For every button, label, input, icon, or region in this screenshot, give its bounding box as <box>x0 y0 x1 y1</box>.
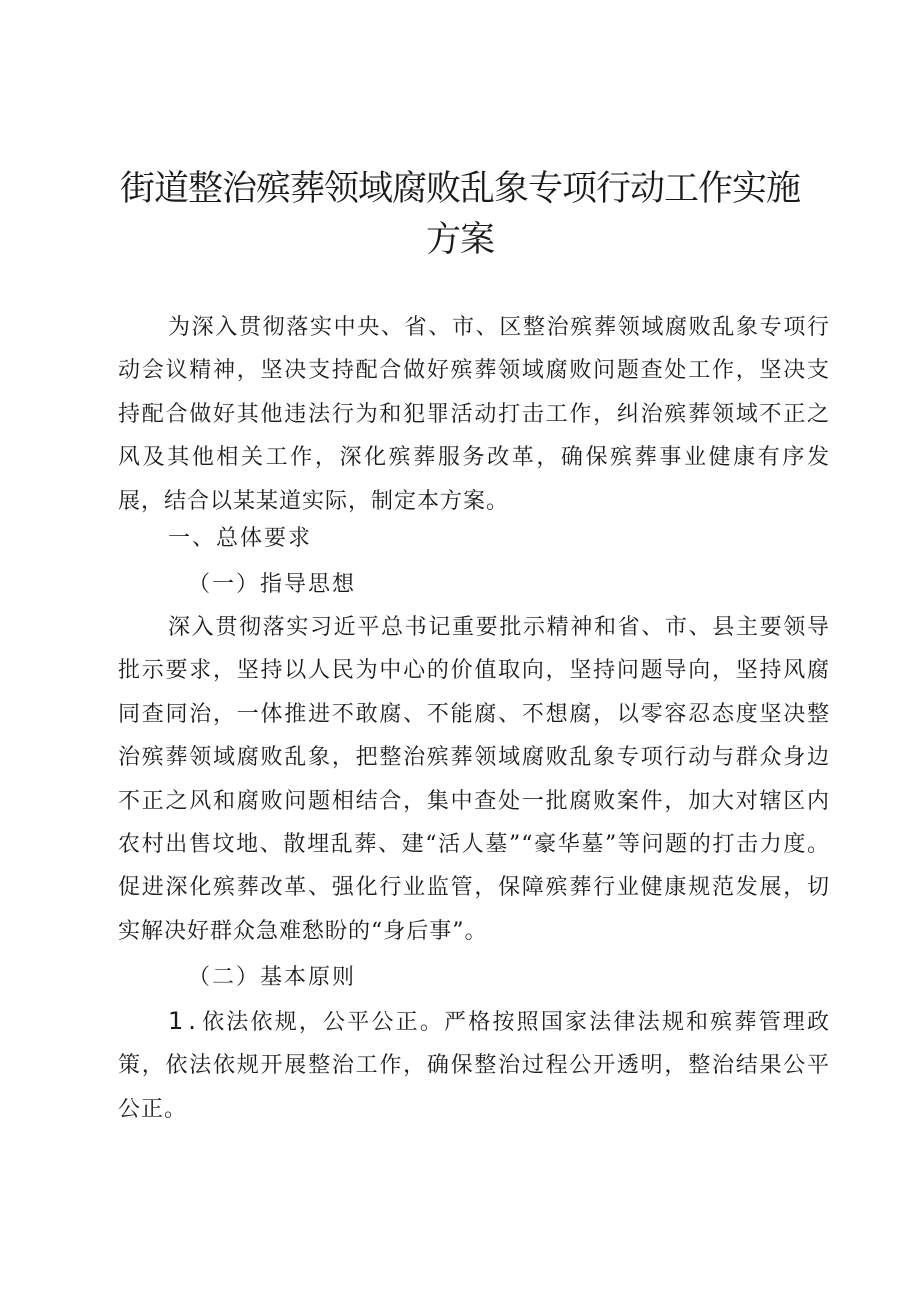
document-title-line2: 方案 <box>425 220 494 260</box>
principle-item-1 <box>118 1000 830 1131</box>
subsection-heading-basic-principles: （二）基本原则 <box>188 965 357 990</box>
guiding-ideology-paragraph: 深入贯彻落实习近平总书记重要批示精神和省、市、县主要领导批示要求，坚持以人民为中心的价值取向，坚持问题导向，坚持风腐同查同治，一体推进不敢腐、不能腐、不想腐，以零容忍态度坚决整治殡葬领域腐败乱象，把整治殡葬领域腐败乱象专项行动与群众身边不正之风和腐败问题相结合，集中查处一批腐败案件，加大对辖区内农村出售坟地、散埋乱葬、建“活人墓”“豪华墓”等问题的打击力度。促进深化殡葬改革、强化行业监管，保障殡葬行业健康规范发展，切实解决好群众急难愁盼的“身后事”。 <box>118 615 830 944</box>
principle-item-1-number: 1. <box>168 1007 201 1035</box>
document-title-line1: 街道整治殡葬领域腐败乱象专项行动工作实施 <box>119 169 800 209</box>
intro-paragraph: 为深入贯彻落实中央、省、市、区整治殡葬领域腐败乱象专项行动会议精神，坚决支持配合做好殡葬领域腐败问题查处工作，坚决支持配合做好其他违法行为和犯罪活动打击工作，纠治殡葬领域不正之风及其他相关工作，深化殡葬服务改革，确保殡葬事业健康有序发展，结合以某某道实际，制定本方案。 <box>118 315 830 514</box>
section-heading-general-requirements: 一、总体要求 <box>168 526 313 551</box>
subsection-heading-guiding-ideology: （一）指导思想 <box>188 572 357 597</box>
principle-item-1-text: 依法依规，公平公正。严格按照国家法律法规和殡葬管理政策，依法依规开展整治工作，确保整治过程公开透明，整治结果公平公正。 <box>118 1010 830 1122</box>
